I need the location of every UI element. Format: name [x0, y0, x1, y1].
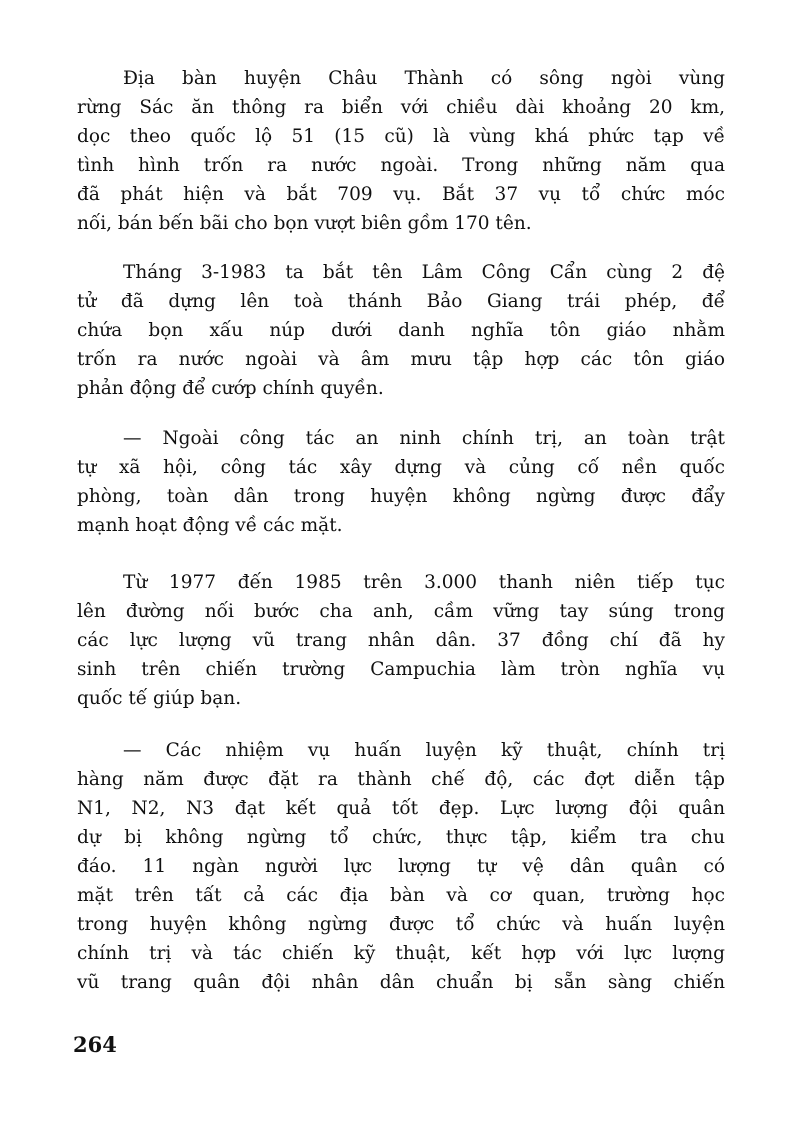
paragraph-4 [77, 568, 725, 713]
text-line: mặt trên tất cả các địa bàn và cơ quan, trường học [77, 885, 725, 906]
text-line: các lực lượng vũ trang nhân dân. 37 đồng chí đã hy [77, 630, 725, 651]
text-line: — Ngoài công tác an ninh chính trị, an toàn trật [123, 428, 725, 449]
text-line: N1, N2, N3 đạt kết quả tốt đẹp. Lực lượng đội quân [77, 798, 725, 819]
page-number: 264 [73, 1032, 117, 1057]
text-line: quốc tế giúp bạn. [77, 688, 242, 709]
text-line: vũ trang quân đội nhân dân chuẩn bị sẵn sàng chiến [77, 972, 725, 993]
text-line: sinh trên chiến trường Campuchia làm tròn nghĩa vụ [77, 659, 725, 680]
text-line: tử đã dựng lên toà thánh Bảo Giang trái phép, để [77, 291, 725, 312]
text-line: lên đường nối bước cha anh, cầm vững tay súng trong [77, 601, 725, 622]
text-line: chứa bọn xấu núp dưới danh nghĩa tôn giáo nhằm [77, 320, 725, 341]
text-line: rừng Sác ăn thông ra biển với chiều dài khoảng 20 km, [77, 97, 725, 118]
text-line: dự bị không ngừng tổ chức, thực tập, kiểm tra chu [77, 827, 725, 848]
text-line: — Các nhiệm vụ huấn luyện kỹ thuật, chính trị [123, 740, 725, 761]
paragraph-2 [77, 258, 725, 403]
text-line: phòng, toàn dân trong huyện không ngừng được đẩy [77, 486, 725, 507]
text-line: Địa bàn huyện Châu Thành có sông ngòi vùng [123, 68, 725, 89]
text-line: phản động để cướp chính quyền. [77, 378, 384, 399]
text-line: mạnh hoạt động về các mặt. [77, 515, 343, 536]
text-line: chính trị và tác chiến kỹ thuật, kết hợp với lực lượng [77, 943, 725, 964]
text-line: dọc theo quốc lộ 51 (15 cũ) là vùng khá phức tạp về [77, 126, 725, 147]
text-line: tình hình trốn ra nước ngoài. Trong những năm qua [77, 155, 725, 176]
text-line: trong huyện không ngừng được tổ chức và huấn luyện [77, 914, 725, 935]
text-line: tự xã hội, công tác xây dựng và củng cố nền quốc [77, 457, 725, 478]
paragraph-3 [77, 424, 725, 540]
text-line: đáo. 11 ngàn người lực lượng tự vệ dân quân có [77, 856, 725, 877]
text-line: trốn ra nước ngoài và âm mưu tập hợp các tôn giáo [77, 349, 725, 370]
paragraph-1 [77, 64, 725, 238]
text-line: Tháng 3-1983 ta bắt tên Lâm Công Cẩn cùng 2 đệ [123, 262, 725, 283]
text-line: hàng năm được đặt ra thành chế độ, các đợt diễn tập [77, 769, 725, 790]
text-line: đã phát hiện và bắt 709 vụ. Bắt 37 vụ tổ chức móc [77, 184, 725, 205]
text-line: nối, bán bến bãi cho bọn vượt biên gồm 170 tên. [77, 213, 532, 234]
paragraph-5 [77, 736, 725, 997]
text-line: Từ 1977 đến 1985 trên 3.000 thanh niên tiếp tục [123, 572, 725, 593]
